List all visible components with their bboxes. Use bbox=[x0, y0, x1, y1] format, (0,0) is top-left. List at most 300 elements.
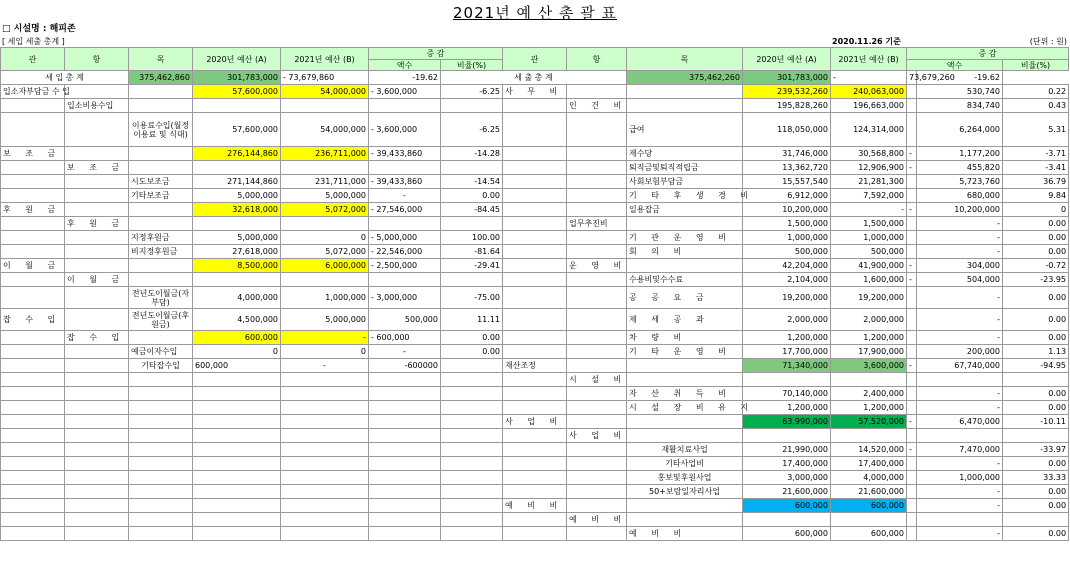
table-cell: -14.54 bbox=[441, 175, 503, 189]
table-cell: 10,200,000 bbox=[743, 203, 831, 217]
table-cell bbox=[743, 373, 831, 387]
table-row bbox=[1, 527, 1069, 541]
table-cell: 834,740 bbox=[917, 99, 1003, 113]
table-cell bbox=[129, 527, 193, 541]
table-cell: - 600,000 bbox=[369, 331, 441, 345]
table-row bbox=[1, 499, 1069, 513]
table-cell bbox=[129, 203, 193, 217]
table-cell bbox=[1003, 373, 1069, 387]
table-cell: -75.00 bbox=[441, 287, 503, 309]
table-cell bbox=[907, 499, 917, 513]
table-cell bbox=[503, 147, 567, 161]
table-cell: 12,906,900 bbox=[831, 161, 907, 175]
table-cell: 0.00 bbox=[1003, 457, 1069, 471]
table-cell: -23.95 bbox=[1003, 273, 1069, 287]
table-cell bbox=[65, 345, 129, 359]
table-row bbox=[1, 373, 1069, 387]
table-cell: -19.62 bbox=[917, 71, 1003, 85]
table-cell: 홍보및후원사업 bbox=[627, 471, 743, 485]
table-cell: 7,470,000 bbox=[917, 443, 1003, 457]
table-cell bbox=[281, 499, 369, 513]
col-header-amount-out: 액수 bbox=[907, 60, 1003, 71]
table-cell bbox=[503, 401, 567, 415]
table-cell: 17,900,000 bbox=[831, 345, 907, 359]
table-cell: 제수당 bbox=[627, 147, 743, 161]
table-cell: 0.00 bbox=[1003, 401, 1069, 415]
table-cell: 0 bbox=[1003, 203, 1069, 217]
table-cell bbox=[281, 373, 369, 387]
table-cell bbox=[1003, 513, 1069, 527]
table-cell bbox=[193, 457, 281, 471]
table-cell: 27,618,000 bbox=[193, 245, 281, 259]
table-cell: 시 설 비 bbox=[567, 373, 627, 387]
table-cell: 195,828,260 bbox=[743, 99, 831, 113]
table-cell bbox=[1, 443, 65, 457]
table-cell bbox=[193, 471, 281, 485]
table-cell: 5,000,000 bbox=[281, 309, 369, 331]
table-cell: 236,711,000 bbox=[281, 147, 369, 161]
table-row bbox=[1, 345, 1069, 359]
table-cell bbox=[65, 113, 129, 147]
table-cell: - 39,433,860 bbox=[369, 175, 441, 189]
table-cell: 회 의 비 bbox=[627, 245, 743, 259]
table-cell: 21,990,000 bbox=[743, 443, 831, 457]
table-cell: - bbox=[917, 309, 1003, 331]
table-cell: 6,000,000 bbox=[281, 259, 369, 273]
table-cell: 0.00 bbox=[1003, 231, 1069, 245]
table-cell: 1,000,000 bbox=[743, 231, 831, 245]
table-cell: 7,592,000 bbox=[831, 189, 907, 203]
table-cell bbox=[369, 401, 441, 415]
table-cell bbox=[281, 429, 369, 443]
table-cell bbox=[65, 443, 129, 457]
table-cell: - bbox=[907, 273, 917, 287]
table-row bbox=[1, 231, 1069, 245]
table-cell: 0.00 bbox=[1003, 309, 1069, 331]
table-cell bbox=[65, 287, 129, 309]
table-cell bbox=[567, 485, 627, 499]
table-cell: 2,000,000 bbox=[831, 309, 907, 331]
table-cell bbox=[193, 217, 281, 231]
table-cell: 21,600,000 bbox=[831, 485, 907, 499]
table-cell bbox=[441, 359, 503, 373]
table-cell: - bbox=[917, 485, 1003, 499]
table-cell: - bbox=[369, 189, 441, 203]
table-cell bbox=[441, 471, 503, 485]
table-cell: 입소비용수입 bbox=[65, 99, 129, 113]
table-cell: 0.00 bbox=[1003, 387, 1069, 401]
table-cell bbox=[441, 373, 503, 387]
table-cell: 36.79 bbox=[1003, 175, 1069, 189]
table-cell: 6,470,000 bbox=[917, 415, 1003, 429]
table-cell bbox=[907, 99, 917, 113]
table-cell bbox=[1, 231, 65, 245]
table-cell: 0.43 bbox=[1003, 99, 1069, 113]
table-row bbox=[1, 99, 1069, 113]
table-cell: 14,520,000 bbox=[831, 443, 907, 457]
table-cell: 5,072,000 bbox=[281, 245, 369, 259]
table-cell bbox=[129, 443, 193, 457]
table-cell: 3,000,000 bbox=[743, 471, 831, 485]
table-cell bbox=[503, 387, 567, 401]
table-cell: 수용비및수수료 bbox=[627, 273, 743, 287]
table-cell bbox=[503, 259, 567, 273]
table-cell: 240,063,000 bbox=[831, 85, 907, 99]
table-cell bbox=[129, 415, 193, 429]
table-cell bbox=[65, 401, 129, 415]
table-cell bbox=[129, 373, 193, 387]
table-cell: - bbox=[907, 415, 917, 429]
table-cell bbox=[441, 513, 503, 527]
table-cell: - bbox=[917, 245, 1003, 259]
table-cell: 301,783,000 bbox=[743, 71, 831, 85]
table-cell bbox=[193, 415, 281, 429]
table-cell bbox=[65, 513, 129, 527]
table-row bbox=[1, 485, 1069, 499]
table-cell bbox=[567, 161, 627, 175]
table-cell bbox=[369, 471, 441, 485]
table-cell bbox=[129, 457, 193, 471]
table-cell: 1,000,000 bbox=[831, 231, 907, 245]
table-cell: 기타사업비 bbox=[627, 457, 743, 471]
table-cell bbox=[193, 513, 281, 527]
table-cell: 업무추진비 bbox=[567, 217, 627, 231]
table-cell: - 5,000,000 bbox=[369, 231, 441, 245]
table-cell: 304,000 bbox=[917, 259, 1003, 273]
table-cell bbox=[129, 485, 193, 499]
table-cell bbox=[503, 513, 567, 527]
table-cell: -600000 bbox=[369, 359, 441, 373]
table-cell bbox=[65, 175, 129, 189]
table-row bbox=[1, 203, 1069, 217]
table-cell: -29.41 bbox=[441, 259, 503, 273]
table-cell bbox=[743, 429, 831, 443]
table-cell bbox=[907, 309, 917, 331]
facility-name: □ 시설명 : 해피존 bbox=[2, 24, 76, 34]
table-cell bbox=[917, 513, 1003, 527]
table-cell: 600,000 bbox=[831, 499, 907, 513]
table-cell: 0.00 bbox=[441, 189, 503, 203]
table-cell: 5,000,000 bbox=[193, 231, 281, 245]
table-cell bbox=[65, 373, 129, 387]
table-cell bbox=[129, 429, 193, 443]
table-cell bbox=[441, 527, 503, 541]
table-cell bbox=[567, 175, 627, 189]
table-cell: - 73,679,860 bbox=[281, 71, 369, 85]
table-cell: 차 량 비 bbox=[627, 331, 743, 345]
table-cell: 42,204,000 bbox=[743, 259, 831, 273]
table-row bbox=[1, 71, 1069, 85]
table-cell bbox=[503, 203, 567, 217]
col-header-2020: 2020년 예산 (A) bbox=[193, 48, 281, 71]
table-cell: 301,783,000 bbox=[193, 71, 281, 85]
table-cell: 2,400,000 bbox=[831, 387, 907, 401]
table-cell: - bbox=[281, 331, 369, 345]
table-cell: 시 설 장 비 유 지 bbox=[627, 401, 743, 415]
table-cell: 0.00 bbox=[1003, 287, 1069, 309]
table-cell: -3.41 bbox=[1003, 161, 1069, 175]
unit-label: (단위 : 원) bbox=[1029, 37, 1067, 46]
table-cell: 0 bbox=[281, 345, 369, 359]
table-cell bbox=[281, 415, 369, 429]
table-cell: 1,200,000 bbox=[831, 401, 907, 415]
table-cell: 73,679,260 bbox=[907, 71, 917, 85]
table-cell: 예금이자수입 bbox=[129, 345, 193, 359]
table-cell bbox=[907, 471, 917, 485]
table-row bbox=[1, 309, 1069, 331]
table-cell bbox=[907, 217, 917, 231]
table-cell: 54,000,000 bbox=[281, 85, 369, 99]
table-cell: - bbox=[917, 457, 1003, 471]
table-cell: 200,000 bbox=[917, 345, 1003, 359]
table-cell bbox=[65, 415, 129, 429]
table-cell: 17,700,000 bbox=[743, 345, 831, 359]
table-cell: 재활치료사업 bbox=[627, 443, 743, 457]
table-cell: -6.25 bbox=[441, 85, 503, 99]
table-cell: 기 타 운 영 비 bbox=[627, 345, 743, 359]
table-cell bbox=[193, 373, 281, 387]
table-cell bbox=[65, 245, 129, 259]
table-cell: 0.00 bbox=[441, 331, 503, 345]
table-cell bbox=[503, 429, 567, 443]
table-cell bbox=[65, 189, 129, 203]
table-cell: 71,340,000 bbox=[743, 359, 831, 373]
table-cell: -84.45 bbox=[441, 203, 503, 217]
table-cell bbox=[193, 161, 281, 175]
table-cell bbox=[441, 217, 503, 231]
table-cell bbox=[1, 373, 65, 387]
table-cell bbox=[503, 245, 567, 259]
table-cell bbox=[1, 415, 65, 429]
table-cell: -0.72 bbox=[1003, 259, 1069, 273]
table-cell: 100.00 bbox=[441, 231, 503, 245]
table-cell: 500,000 bbox=[369, 309, 441, 331]
table-cell: -33.97 bbox=[1003, 443, 1069, 457]
table-cell: 보 조 금 bbox=[1, 147, 65, 161]
table-cell: 276,144,860 bbox=[193, 147, 281, 161]
table-cell bbox=[1, 331, 65, 345]
table-cell: 0.22 bbox=[1003, 85, 1069, 99]
table-cell bbox=[441, 99, 503, 113]
table-cell bbox=[503, 99, 567, 113]
table-cell: 잡 수 입 bbox=[65, 331, 129, 345]
table-row bbox=[1, 429, 1069, 443]
table-cell: 1,000,000 bbox=[281, 287, 369, 309]
table-cell: 제 세 공 과 bbox=[627, 309, 743, 331]
table-row bbox=[1, 161, 1069, 175]
table-cell bbox=[1, 113, 65, 147]
table-cell bbox=[441, 273, 503, 287]
table-cell bbox=[441, 429, 503, 443]
table-cell bbox=[567, 273, 627, 287]
table-cell: 271,144,860 bbox=[193, 175, 281, 189]
col-header-2021: 2021년 예산 (B) bbox=[281, 48, 369, 71]
table-cell: 2,104,000 bbox=[743, 273, 831, 287]
col-header-ratio-out: 비율(%) bbox=[1003, 60, 1069, 71]
table-cell bbox=[281, 513, 369, 527]
table-cell: 50+보람일자리사업 bbox=[627, 485, 743, 499]
table-cell: 19,200,000 bbox=[743, 287, 831, 309]
table-cell: 0.00 bbox=[1003, 217, 1069, 231]
table-cell: 455,820 bbox=[917, 161, 1003, 175]
table-cell bbox=[369, 387, 441, 401]
table-cell: - bbox=[831, 71, 907, 85]
table-cell bbox=[567, 231, 627, 245]
table-cell bbox=[193, 485, 281, 499]
table-row bbox=[1, 175, 1069, 189]
table-cell bbox=[503, 217, 567, 231]
table-cell bbox=[567, 471, 627, 485]
table-cell bbox=[907, 387, 917, 401]
table-cell bbox=[503, 485, 567, 499]
table-cell bbox=[1, 471, 65, 485]
table-cell: - 27,546,000 bbox=[369, 203, 441, 217]
table-cell: - 3,600,000 bbox=[369, 113, 441, 147]
table-cell bbox=[193, 429, 281, 443]
table-cell: -6.25 bbox=[441, 113, 503, 147]
table-cell bbox=[831, 373, 907, 387]
table-cell bbox=[1003, 429, 1069, 443]
table-cell bbox=[907, 189, 917, 203]
table-cell: 31,746,000 bbox=[743, 147, 831, 161]
table-cell: - bbox=[917, 499, 1003, 513]
table-cell: 1,200,000 bbox=[743, 331, 831, 345]
table-cell: - bbox=[917, 401, 1003, 415]
table-cell bbox=[193, 527, 281, 541]
table-cell: -10.11 bbox=[1003, 415, 1069, 429]
table-cell bbox=[567, 287, 627, 309]
table-cell bbox=[567, 457, 627, 471]
table-cell bbox=[65, 309, 129, 331]
table-cell bbox=[567, 443, 627, 457]
table-cell bbox=[65, 231, 129, 245]
section-subtitle: [ 세입 세출 총계 ] bbox=[2, 37, 65, 46]
table-row bbox=[1, 259, 1069, 273]
table-cell: 500,000 bbox=[743, 245, 831, 259]
table-cell: - bbox=[907, 203, 917, 217]
table-cell bbox=[1, 359, 65, 373]
table-cell bbox=[503, 443, 567, 457]
table-cell: 보 조 금 bbox=[65, 161, 129, 175]
table-cell bbox=[907, 245, 917, 259]
table-cell bbox=[193, 443, 281, 457]
table-cell: 5,072,000 bbox=[281, 203, 369, 217]
table-row bbox=[1, 401, 1069, 415]
header-row-1 bbox=[1, 48, 1069, 60]
table-cell: 기타잡수입 bbox=[129, 359, 193, 373]
table-cell bbox=[129, 387, 193, 401]
table-cell bbox=[503, 345, 567, 359]
table-cell bbox=[281, 401, 369, 415]
table-cell bbox=[281, 217, 369, 231]
table-cell bbox=[567, 113, 627, 147]
table-cell: - bbox=[907, 443, 917, 457]
table-cell bbox=[369, 273, 441, 287]
table-cell bbox=[129, 401, 193, 415]
table-cell: 57,520,000 bbox=[831, 415, 907, 429]
table-cell bbox=[65, 527, 129, 541]
table-cell bbox=[503, 113, 567, 147]
table-cell bbox=[567, 147, 627, 161]
table-cell bbox=[831, 513, 907, 527]
table-cell: 231,711,000 bbox=[281, 175, 369, 189]
table-cell: 67,740,000 bbox=[917, 359, 1003, 373]
table-cell bbox=[369, 373, 441, 387]
table-cell: 6,264,000 bbox=[917, 113, 1003, 147]
table-cell bbox=[907, 85, 917, 99]
table-cell: 세 출 총 계 bbox=[441, 71, 627, 85]
table-cell bbox=[369, 527, 441, 541]
table-cell: 잡 수 입 bbox=[1, 309, 65, 331]
table-cell bbox=[129, 471, 193, 485]
table-cell: 239,532,260 bbox=[743, 85, 831, 99]
table-cell: 일용잡금 bbox=[627, 203, 743, 217]
table-cell bbox=[503, 189, 567, 203]
table-cell bbox=[281, 527, 369, 541]
table-cell: 118,050,000 bbox=[743, 113, 831, 147]
table-cell bbox=[281, 471, 369, 485]
table-cell: - bbox=[917, 527, 1003, 541]
table-cell: 0 bbox=[281, 231, 369, 245]
col-header-change: 증 감 bbox=[369, 48, 503, 60]
table-cell bbox=[281, 485, 369, 499]
col-header-change-out: 증 감 bbox=[907, 48, 1069, 60]
table-cell bbox=[567, 345, 627, 359]
table-cell: 4,500,000 bbox=[193, 309, 281, 331]
table-cell: 5,723,760 bbox=[917, 175, 1003, 189]
table-cell: 사 무 비 bbox=[503, 85, 567, 99]
table-cell bbox=[369, 415, 441, 429]
table-cell: - bbox=[907, 359, 917, 373]
table-cell bbox=[503, 373, 567, 387]
table-cell: 5,000,000 bbox=[193, 189, 281, 203]
table-cell: 0.00 bbox=[1003, 527, 1069, 541]
table-cell: 예 비 비 bbox=[627, 527, 743, 541]
col-header-hang: 항 bbox=[65, 48, 129, 71]
table-cell bbox=[369, 443, 441, 457]
table-cell bbox=[441, 485, 503, 499]
table-cell bbox=[369, 161, 441, 175]
table-cell bbox=[1, 387, 65, 401]
table-cell bbox=[503, 231, 567, 245]
table-cell: - 39,433,860 bbox=[369, 147, 441, 161]
table-cell: - bbox=[917, 217, 1003, 231]
table-cell: 500,000 bbox=[831, 245, 907, 259]
table-cell bbox=[503, 331, 567, 345]
table-cell bbox=[1, 273, 65, 287]
table-cell: 1,000,000 bbox=[917, 471, 1003, 485]
table-cell bbox=[65, 499, 129, 513]
table-cell bbox=[907, 287, 917, 309]
table-cell: 375,462,860 bbox=[129, 71, 193, 85]
table-cell: - bbox=[907, 161, 917, 175]
table-cell: 600,000 bbox=[193, 359, 281, 373]
table-cell: 1,200,000 bbox=[831, 331, 907, 345]
table-cell bbox=[627, 415, 743, 429]
table-cell bbox=[129, 259, 193, 273]
table-cell: 1,500,000 bbox=[831, 217, 907, 231]
table-cell: 10,200,000 bbox=[917, 203, 1003, 217]
table-cell: - bbox=[907, 147, 917, 161]
table-cell bbox=[503, 309, 567, 331]
table-cell: 1,500,000 bbox=[743, 217, 831, 231]
col-header-2020-out: 2020년 예산 (A) bbox=[743, 48, 831, 71]
table-cell: 공 공 요 금 bbox=[627, 287, 743, 309]
table-cell bbox=[907, 175, 917, 189]
table-cell bbox=[281, 443, 369, 457]
table-cell bbox=[369, 457, 441, 471]
table-cell bbox=[627, 99, 743, 113]
